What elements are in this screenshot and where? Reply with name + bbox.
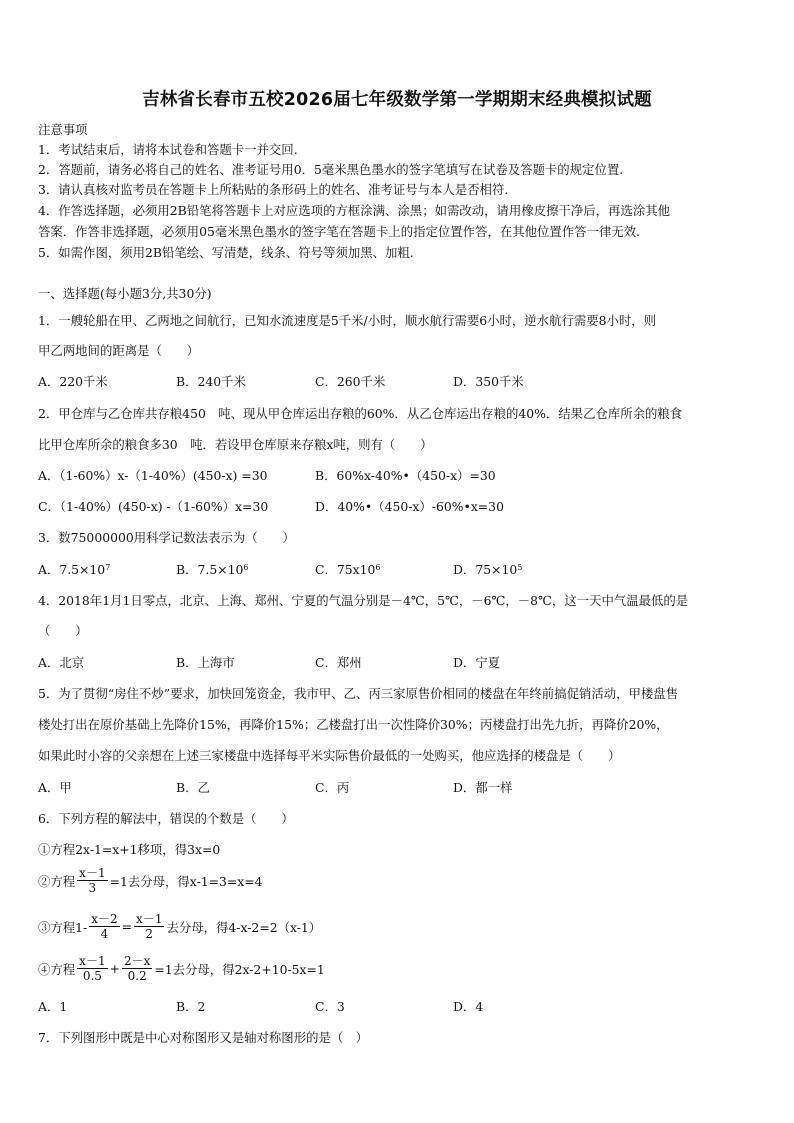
fraction: $\frac{x-1}{0.5}$ [79,954,106,983]
question-6-text: 6．下列方程的解法中，错误的个数是（ ） [38,811,294,826]
fraction: $\frac{x-1}{3}$ [79,866,106,895]
question-5-text: 楼处打出在原价基础上先降价15%，再降价15%；乙楼盘打出一次性降价30%；丙楼盘打出先九折，再降价20%， [38,717,669,732]
notice-item: 1．考试结束后，请将本试卷和答题卡一并交回. [38,142,298,157]
option-a: A．甲 [38,780,72,795]
option-c: C．丙 [315,780,350,795]
option-b: B．上海市 [176,655,235,670]
option-b: B．60%x-40%•（450-x）=30 [315,468,496,483]
option-a: A．220千米 [38,374,108,389]
question-5-text: 5．为了贯彻“房住不炒”要求，加快回笼资金，我市甲、乙、丙三家原售价相同的楼盘在年终前搞促销活动，甲楼盘售 [38,686,679,701]
notice-item: 5．如需作图，须用2B铅笔绘、写清楚，线条、符号等须加黑、加粗. [38,245,414,260]
option-a: A．北京 [38,655,85,670]
fraction: $\frac{2-x}{0.2}$ [123,954,151,983]
fraction: $\frac{x-2}{4}$ [91,912,118,941]
option-b: B．$7.5\times 10^6$ [176,562,249,577]
option-a: A．（1-60%）x-（1-40%）(450-x) =30 [38,468,268,483]
option-c: C．$75x10^6$ [315,562,381,577]
option-d: D．40%•（450-x）-60%•x=30 [315,499,504,514]
question-1-text: 甲乙两地间的距离是（ ） [38,343,200,358]
question-7-text: 7．下列图形中既是中心对称图形又是轴对称图形的是（ ） [38,1030,369,1045]
section-heading: 一、选择题(每小题3分,共30分) [38,286,212,301]
notice-item: 4．作答选择题，必须用2B铅笔将答题卡上对应选项的方框涂满、涂黑；如需改动，请用橡皮擦干净后，再选涂其他 [38,203,671,218]
option-d: D．4 [453,999,484,1014]
option-c: C．（1-40%）(450-x) -（1-60%）x=30 [38,499,269,514]
option-a: A．$7.5\times 10^7$ [38,562,111,577]
question-5-text: 如果此时小容的父亲想在上述三家楼盘中选择每平米实际售价最低的一处购买，他应选择的楼盘是（ ） [38,748,621,763]
option-d: D．350千米 [453,374,524,389]
question-4-text: 4．2018年1月1日零点，北京、上海、郑州、宁夏的气温分别是－4℃，5℃，－6℃，－8℃，这一天中气温最低的是 [38,593,689,608]
option-b: B．乙 [176,780,210,795]
notice-heading: 注意事项 [38,122,88,137]
question-2-text: 比甲仓库所余的粮食多30 吨．若设甲仓库原来存粮x吨，则有（ ） [38,437,433,452]
notice-item: 2．答题前，请务必将自己的姓名、准考证号用0．5毫米黑色墨水的签字笔填写在试卷及答题卡的规定位置. [38,162,624,177]
page-title: 吉林省长春市五校2026届七年级数学第一学期期末经典模拟试题 [142,90,652,110]
option-b: B．2 [176,999,206,1014]
notice-item: 3．请认真核对监考员在答题卡上所粘贴的条形码上的姓名、准考证号与本人是否相符. [38,182,509,197]
question-2-text: 2．甲仓库与乙仓库共存粮450 吨、现从甲仓库运出存粮的60%．从乙仓库运出存粮的40%．结果乙仓库所余的粮食 [38,406,683,421]
option-c: C．郑州 [315,655,362,670]
option-d: D．都一样 [453,780,513,795]
statement-4: ④方程 $\frac{x-1}{0.5}$ + $\frac{2-x}{0.2}$ =1去分母，得2x-2+10-5x=1 [38,954,325,983]
option-c: C．260千米 [315,374,386,389]
statement-1: ①方程2x-1=x+1移项，得3x=0 [38,842,221,857]
option-c: C．3 [315,999,345,1014]
question-3-text: 3．数75000000用科学记数法表示为（ ） [38,530,295,545]
option-d: D．$75\times 10^5$ [453,562,523,577]
question-1-text: 1．一艘轮船在甲、乙两地之间航行，已知水流速度是5千米/小时，顺水航行需要6小时，逆水航行需要8小时，则 [38,313,657,328]
notice-item: 答案．作答非选择题，必须用05毫米黑色墨水的签字笔在答题卡上的指定位置作答，在其他位置作答一律无效． [38,224,649,239]
option-d: D．宁夏 [453,655,501,670]
option-b: B．240千米 [176,374,246,389]
statement-2: ②方程 $\frac{x-1}{3}$ =1去分母，得x-1=3=x=4 [38,866,263,895]
option-a: A．1 [38,999,68,1014]
statement-3: ③方程1- $\frac{x-2}{4}$ = $\frac{x-1}{2}$ 去分母，得4-x-2=2（x-1） [38,912,322,941]
fraction: $\frac{x-1}{2}$ [136,912,163,941]
question-4-text: （ ） [38,623,88,638]
